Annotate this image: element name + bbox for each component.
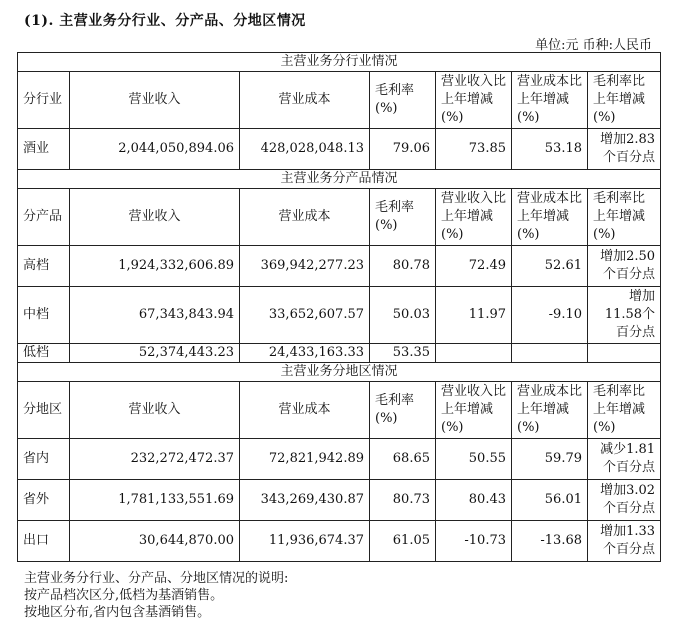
column-header: 营业收入 [70, 189, 240, 246]
cell-cost-change: -13.68 [512, 521, 588, 562]
cell-margin: 68.65 [370, 439, 436, 480]
column-header: 营业收入比上年增减(%) [436, 189, 512, 246]
cell-margin: 80.78 [370, 246, 436, 287]
cell-margin: 61.05 [370, 521, 436, 562]
note-line: 按地区分布,省内包含基酒销售。 [24, 605, 211, 620]
section-heading-row [18, 170, 661, 189]
row-label: 省内 [18, 439, 70, 480]
cell-cost-change: 52.61 [512, 246, 588, 287]
section-heading-row [18, 53, 661, 72]
cell-margin-change: 增加11.58个百分点 [588, 287, 661, 344]
cell-margin: 50.03 [370, 287, 436, 344]
row-label: 出口 [18, 521, 70, 562]
table-row [18, 344, 661, 363]
cell-cost: 428,028,048.13 [240, 129, 370, 170]
column-header: 毛利率(%) [370, 382, 436, 439]
cell-cost-change: 59.79 [512, 439, 588, 480]
section-title: (1). 主营业务分行业、分产品、分地区情况 [24, 13, 306, 29]
cell-revenue: 52,374,443.23 [70, 344, 240, 363]
cell-margin: 53.35 [370, 344, 436, 363]
row-label: 酒业 [18, 129, 70, 170]
cell-margin: 79.06 [370, 129, 436, 170]
table-row [18, 439, 661, 480]
section-heading-row [18, 363, 661, 382]
table-row [18, 129, 661, 170]
column-header-row [18, 189, 661, 246]
column-header: 营业收入 [70, 72, 240, 129]
column-header: 营业成本 [240, 72, 370, 129]
cell-margin-change: 增加1.33个百分点 [588, 521, 661, 562]
cell-cost-change [512, 344, 588, 363]
cell-revenue: 30,644,870.00 [70, 521, 240, 562]
row-label: 低档 [18, 344, 70, 363]
notes [24, 570, 288, 621]
section-heading: 主营业务分地区情况 [18, 363, 661, 382]
cell-rev-change: -10.73 [436, 521, 512, 562]
column-header: 营业成本 [240, 382, 370, 439]
cell-cost: 369,942,277.23 [240, 246, 370, 287]
column-header: 营业成本比上年增减(%) [512, 72, 588, 129]
cell-margin-change: 增加2.50个百分点 [588, 246, 661, 287]
cell-margin: 80.73 [370, 480, 436, 521]
cell-cost-change: -9.10 [512, 287, 588, 344]
column-header: 营业成本比上年增减(%) [512, 382, 588, 439]
table-row [18, 480, 661, 521]
column-header-row [18, 382, 661, 439]
column-header: 营业成本比上年增减(%) [512, 189, 588, 246]
column-header: 营业成本 [240, 189, 370, 246]
column-header: 毛利率(%) [370, 72, 436, 129]
note-line: 主营业务分行业、分产品、分地区情况的说明: [24, 571, 289, 586]
column-header: 营业收入比上年增减(%) [436, 382, 512, 439]
cell-cost: 24,433,163.33 [240, 344, 370, 363]
table-row [18, 521, 661, 562]
business-segments-table [17, 52, 661, 562]
column-header: 毛利率比上年增减(%) [588, 382, 661, 439]
table-row [18, 287, 661, 344]
cell-rev-change: 72.49 [436, 246, 512, 287]
cell-rev-change: 11.97 [436, 287, 512, 344]
cell-cost: 72,821,942.89 [240, 439, 370, 480]
cell-rev-change [436, 344, 512, 363]
column-header: 毛利率比上年增减(%) [588, 189, 661, 246]
cell-rev-change: 80.43 [436, 480, 512, 521]
cell-revenue: 2,044,050,894.06 [70, 129, 240, 170]
cell-cost-change: 53.18 [512, 129, 588, 170]
section-heading: 主营业务分产品情况 [18, 170, 661, 189]
cell-rev-change: 50.55 [436, 439, 512, 480]
table-row [18, 246, 661, 287]
cell-rev-change: 73.85 [436, 129, 512, 170]
header-first-col: 分地区 [18, 382, 70, 439]
column-header: 营业收入比上年增减(%) [436, 72, 512, 129]
cell-revenue: 1,924,332,606.89 [70, 246, 240, 287]
column-header: 毛利率(%) [370, 189, 436, 246]
cell-margin-change [588, 344, 661, 363]
row-label: 省外 [18, 480, 70, 521]
cell-margin-change: 增加2.83个百分点 [588, 129, 661, 170]
section-heading: 主营业务分行业情况 [18, 53, 661, 72]
currency-unit: 单位:元 币种:人民币 [535, 38, 652, 53]
cell-cost-change: 56.01 [512, 480, 588, 521]
column-header-row [18, 72, 661, 129]
row-label: 中档 [18, 287, 70, 344]
cell-margin-change: 减少1.81个百分点 [588, 439, 661, 480]
column-header: 毛利率比上年增减(%) [588, 72, 661, 129]
cell-revenue: 232,272,472.37 [70, 439, 240, 480]
cell-cost: 11,936,674.37 [240, 521, 370, 562]
header-first-col: 分产品 [18, 189, 70, 246]
note-line: 按产品档次区分,低档为基酒销售。 [24, 588, 224, 603]
cell-margin-change: 增加3.02个百分点 [588, 480, 661, 521]
header-first-col: 分行业 [18, 72, 70, 129]
row-label: 高档 [18, 246, 70, 287]
column-header: 营业收入 [70, 382, 240, 439]
cell-revenue: 67,343,843.94 [70, 287, 240, 344]
cell-revenue: 1,781,133,551.69 [70, 480, 240, 521]
cell-cost: 343,269,430.87 [240, 480, 370, 521]
cell-cost: 33,652,607.57 [240, 287, 370, 344]
